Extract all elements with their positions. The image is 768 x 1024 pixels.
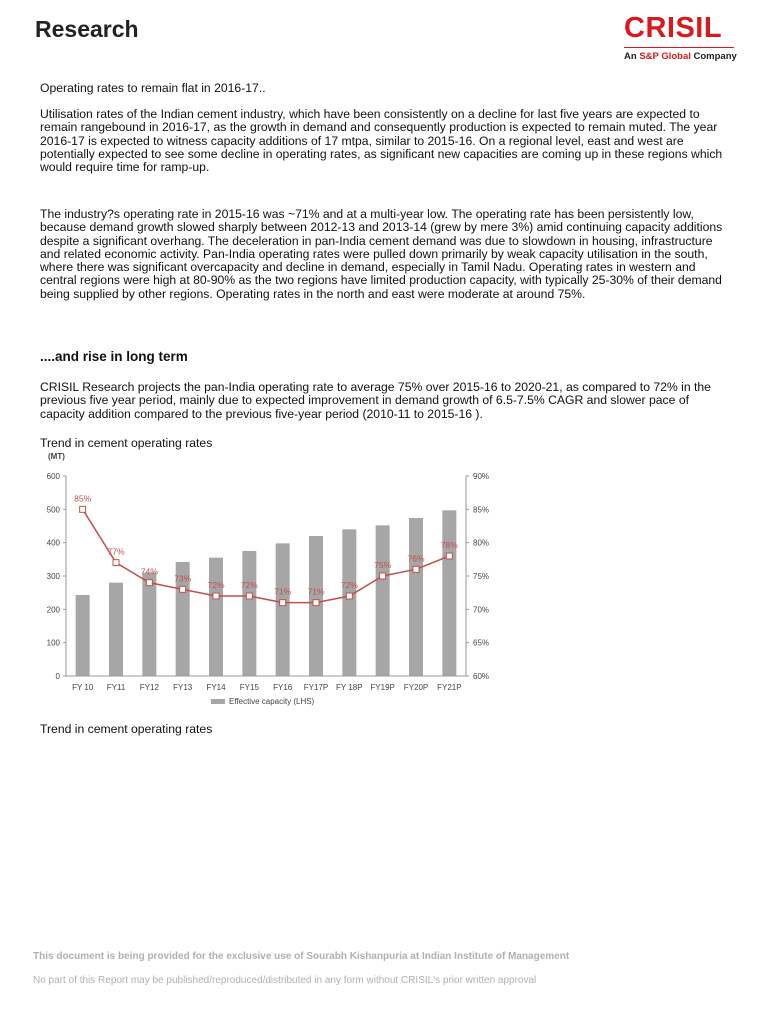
- capacity-bar: [142, 573, 156, 676]
- x-tick-label: FY20P: [403, 683, 429, 692]
- left-tick-label: 100: [46, 638, 60, 648]
- left-tick-label: 500: [46, 505, 60, 515]
- capacity-bar: [209, 558, 223, 676]
- right-tick-label: 65%: [473, 638, 490, 648]
- capacity-bar: [409, 518, 423, 676]
- intro-heading: Operating rates to remain flat in 2016-17..: [40, 81, 266, 95]
- operating-rate-data-label: 71%: [307, 586, 325, 597]
- operating-rate-point: [80, 506, 86, 512]
- capacity-bar: [276, 543, 290, 676]
- operating-rate-data-label: 78%: [440, 540, 458, 550]
- legend-swatch: [211, 699, 225, 704]
- x-tick-label: FY21P: [437, 683, 462, 692]
- x-tick-label: FY16: [273, 683, 293, 692]
- operating-rate-data-label: 85%: [74, 493, 92, 504]
- operating-rate-data-label: 71%: [274, 586, 292, 597]
- operating-rate-point: [213, 593, 219, 599]
- operating-rate-point: [280, 600, 286, 606]
- operating-rate-point: [113, 560, 119, 566]
- logo-wordmark: CRISIL: [624, 12, 723, 44]
- capacity-bar: [342, 529, 356, 676]
- left-tick-label: 0: [55, 672, 60, 681]
- x-tick-label: FY13: [173, 683, 193, 692]
- operating-rate-data-label: 72%: [240, 580, 258, 590]
- operating-rate-data-label: 77%: [107, 546, 125, 557]
- x-tick-label: FY 18P: [336, 683, 363, 692]
- paragraph-utilisation: Utilisation rates of the Indian cement industry, which have been consistently on a decline for last five years are expected to remain rangebound in 2016-17, as the growth in demand and consequently production is expected to remain muted. The year 2016-17 is expected to witness capacity additions of 17 mtpa, similar to 2015-16. On a regional level, east and west are potentially expected to see some decline in operating rates, as significant new capacities are coming up in these regions which would require time for ramp-up.: [40, 107, 723, 175]
- operating-rate-point: [146, 580, 152, 586]
- x-tick-label: FY11: [106, 683, 126, 692]
- operating-rate-line: [83, 509, 450, 602]
- operating-rate-point: [313, 600, 319, 606]
- right-tick-label: 70%: [473, 605, 490, 615]
- operating-rate-point: [380, 573, 386, 579]
- logo-tagline: An S&P Global Company: [624, 51, 737, 62]
- operating-rate-point: [246, 593, 252, 599]
- right-tick-label: 75%: [473, 572, 490, 581]
- chart-caption: Trend in cement operating rates: [40, 436, 213, 450]
- footer-copyright-notice: No part of this Report may be published/reproduced/distributed in any form without CRISIL's prior written approval: [33, 975, 537, 986]
- paragraph-industry-rate: The industry?s operating rate in 2015-16 was ~71% and at a multi-year low. The operating rate has been persistently low, because demand growth slowed sharply between 2012-13 and 2013-14 (grew by mere 3%) amid continuing capacity additions despite a significant overhang. The deceleration in pan-India cement demand was due to slowdown in housing, infrastructure and related economic activity. Pan-India operating rates were pulled down primarily by weak capacity utilisation in the south, where there was significant overcapacity and decline in demand, especially in Tamil Nadu. Operating rates in western and central regions were high at 80-90% as the two regions have limited production capacity, with typically 25-30% of their demand being supplied by other regions. Operating rates in the north and east were moderate at around 75%.: [40, 207, 723, 301]
- right-tick-label: 85%: [473, 505, 490, 515]
- x-tick-label: FY17P: [303, 683, 329, 692]
- operating-rate-point: [346, 593, 352, 599]
- left-axis-unit-label: (MT): [48, 452, 65, 461]
- operating-rate-data-label: 74%: [140, 566, 158, 577]
- crisil-logo: [624, 12, 736, 62]
- left-tick-label: 400: [46, 538, 60, 548]
- operating-rates-chart: [36, 450, 506, 718]
- capacity-bar: [109, 583, 123, 676]
- x-tick-label: FY14: [206, 683, 226, 692]
- operating-rate-point: [413, 566, 419, 572]
- legend-label: Effective capacity (LHS): [229, 697, 315, 706]
- left-tick-label: 300: [46, 572, 60, 581]
- operating-rate-data-label: 76%: [407, 553, 425, 564]
- x-tick-label: FY 10: [72, 683, 94, 692]
- right-tick-label: 60%: [473, 672, 490, 681]
- operating-rate-point: [446, 553, 452, 559]
- operating-rate-data-label: 72%: [340, 580, 358, 590]
- x-tick-label: FY12: [139, 683, 159, 692]
- operating-rate-point: [180, 586, 186, 592]
- right-tick-label: 90%: [473, 472, 490, 481]
- left-tick-label: 200: [46, 605, 60, 615]
- footer-usage-notice: This document is being provided for the exclusive use of Sourabh Kishanpuria at Indian Institute of Management: [33, 951, 570, 962]
- x-tick-label: FY15: [239, 683, 259, 692]
- section-subheading: ....and rise in long term: [40, 349, 188, 364]
- x-tick-label: FY19P: [370, 683, 395, 692]
- operating-rate-data-label: 72%: [207, 580, 225, 590]
- operating-rate-data-label: 75%: [374, 560, 392, 570]
- operating-rate-data-label: 73%: [174, 573, 192, 584]
- logo-divider: [624, 47, 734, 48]
- paragraph-projection: CRISIL Research projects the pan-India operating rate to average 75% over 2015-16 to 2020-21, as compared to 72% in the previous five year period, mainly due to expected improvement in demand growth of 6.5-7.5% CAGR and slower pace of capacity addition compared to the previous five-year period (2010-11 to 2015-16 ).: [40, 380, 711, 421]
- capacity-bar: [376, 525, 390, 676]
- right-tick-label: 80%: [473, 538, 490, 548]
- left-tick-label: 600: [46, 472, 60, 481]
- capacity-bar: [442, 510, 456, 676]
- capacity-bar: [242, 551, 256, 676]
- chart-caption-repeat: Trend in cement operating rates: [40, 722, 213, 736]
- page-title: Research: [35, 16, 139, 42]
- capacity-bar: [76, 595, 90, 676]
